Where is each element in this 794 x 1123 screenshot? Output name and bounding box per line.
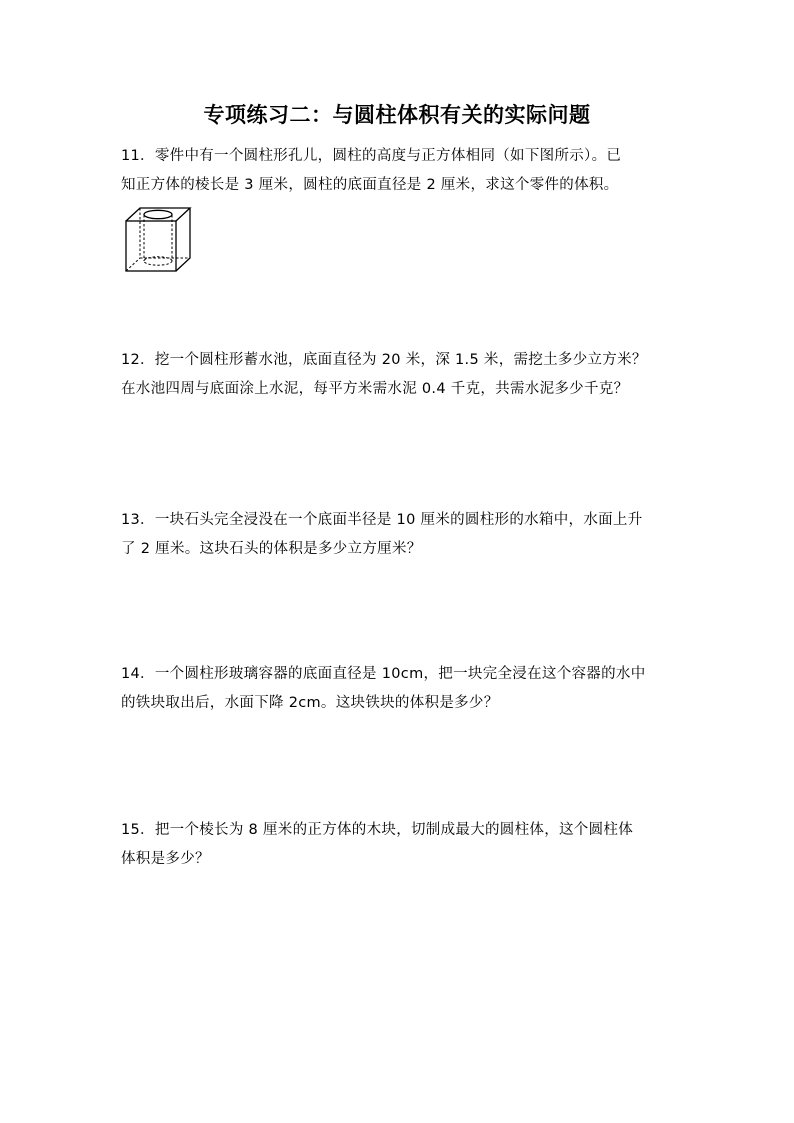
problem-12 — [121, 346, 681, 404]
page-title: 专项练习二：与圆柱体积有关的实际问题 — [203, 103, 591, 127]
problem-13-line-1: 13．一块石头完全浸没在一个底面半径是 10 厘米的圆柱形的水箱中，水面上升 — [121, 512, 643, 528]
problem-13-line-2: 了 2 厘米。这块石头的体积是多少立方厘米？ — [121, 541, 422, 557]
cube-with-cylinder-hole-figure — [124, 205, 194, 275]
cube-hidden-depth-edge — [126, 258, 140, 271]
cylinder-top-ellipse — [144, 210, 172, 218]
problem-11-line-1: 11．零件中有一个圆柱形孔儿，圆柱的高度与正方体相同（如下图所示）。已 — [121, 148, 622, 164]
problem-15-line-1: 15．把一个棱长为 8 厘米的正方体的木块，切制成最大的圆柱体，这个圆柱体 — [121, 822, 633, 838]
problem-11-line-2: 知正方体的棱长是 3 厘米，圆柱的底面直径是 2 厘米，求这个零件的体积。 — [121, 177, 619, 193]
problem-14-line-1: 14．一个圆柱形玻璃容器的底面直径是 10cm，把一块完全浸在这个容器的水中 — [121, 666, 646, 682]
problem-15 — [121, 816, 681, 874]
cube-right-face — [176, 208, 190, 271]
problem-15-line-2: 体积是多少？ — [121, 851, 210, 867]
problem-13 — [121, 506, 681, 564]
problem-12-line-1: 12．挖一个圆柱形蓄水池，底面直径为 20 米，深 1.5 米，需挖土多少立方米？ — [121, 352, 647, 368]
problem-14-line-2: 的铁块取出后，水面下降 2cm。这块铁块的体积是多少？ — [121, 695, 499, 711]
problem-12-line-2: 在水池四周与底面涂上水泥，每平方米需水泥 0.4 千克，共需水泥多少千克？ — [121, 381, 629, 397]
problem-14 — [121, 660, 681, 718]
problem-11 — [121, 142, 681, 200]
